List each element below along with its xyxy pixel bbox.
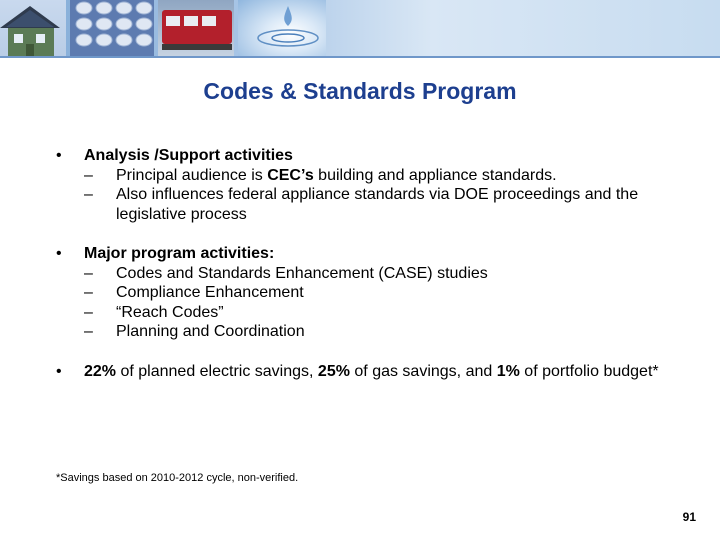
bullet-text: of portfolio budget* [519, 362, 659, 380]
sub-text-emphasis: CEC’s [267, 166, 314, 184]
bullet-text: of gas savings, and [349, 362, 497, 380]
bullet-dot: • [56, 362, 62, 380]
sub-text: “Reach Codes” [116, 303, 224, 321]
sub-dash: – [84, 186, 93, 203]
electric-savings-value: 22% [84, 362, 117, 380]
sub-item-case-studies [84, 264, 696, 284]
bullet-heading: Major program activities: [84, 245, 275, 262]
bullet-savings-summary [56, 362, 696, 382]
portfolio-budget-value: 1% [496, 362, 520, 380]
sub-dash: – [84, 284, 93, 301]
bullet-dot: • [56, 147, 62, 164]
sub-dash: – [84, 323, 93, 340]
water-drop-photo [238, 0, 326, 56]
footnote: *Savings based on 2010-2012 cycle, non-verified. [56, 472, 299, 484]
sub-text: Planning and Coordination [116, 323, 305, 340]
page-number: 91 [682, 510, 696, 524]
sub-item-planning [84, 322, 696, 342]
bullet-text: of planned electric savings, [116, 362, 318, 380]
sub-item-reach-codes [84, 303, 696, 323]
sub-text: building and appliance standards. [313, 166, 557, 184]
house-solar-photo [0, 0, 66, 56]
gas-savings-value: 25% [317, 362, 350, 380]
header-divider [0, 56, 720, 58]
sub-item-principal-audience [84, 166, 696, 186]
slide-title: Codes & Standards Program [203, 78, 517, 104]
sub-text: Principal audience is [116, 166, 268, 184]
bullet-major-activities [56, 244, 696, 342]
sub-dash: – [84, 303, 93, 321]
train-photo [158, 0, 234, 56]
calculator-photo [70, 0, 154, 56]
bullet-dot: • [56, 245, 62, 262]
bullet-heading: Analysis /Support activities [84, 147, 293, 164]
sub-text: Compliance Enhancement [116, 284, 304, 301]
sub-text: Codes and Standards Enhancement (CASE) studies [116, 264, 488, 282]
sub-dash: – [84, 264, 93, 282]
header-photo-banner [0, 0, 720, 56]
sub-item-federal-standards [84, 185, 696, 224]
bullet-analysis-support [56, 146, 696, 224]
sub-item-compliance [84, 283, 696, 303]
sub-text: Also influences federal appliance standards via DOE proceedings and the legislative process [116, 186, 639, 223]
sub-dash: – [84, 166, 93, 184]
slide-content [56, 146, 696, 381]
